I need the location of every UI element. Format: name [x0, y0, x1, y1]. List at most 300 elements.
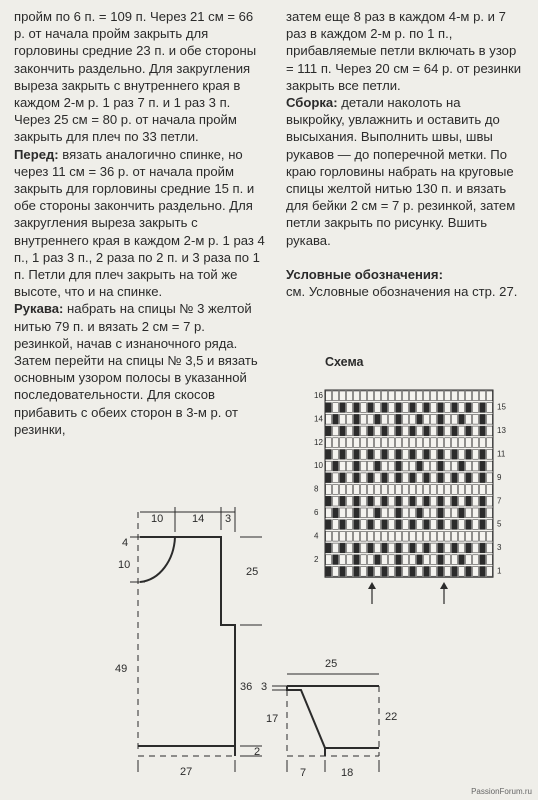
chart-cell	[340, 567, 346, 577]
chart-cell	[333, 461, 339, 471]
chart-cell	[347, 403, 353, 413]
chart-cell	[333, 426, 339, 436]
chart-cell	[452, 555, 458, 565]
chart-cell	[354, 414, 360, 424]
chart-cell	[438, 438, 444, 448]
chart-cell	[487, 508, 493, 518]
chart-cell	[473, 414, 479, 424]
chart-cell	[438, 555, 444, 565]
chart-cell	[459, 567, 465, 577]
chart-cell	[333, 403, 339, 413]
chart-cell	[382, 450, 388, 460]
chart-cell	[326, 531, 332, 541]
chart-cell	[354, 438, 360, 448]
chart-cell	[424, 496, 430, 506]
chart-cell	[326, 438, 332, 448]
front-heading: Перед:	[14, 146, 59, 162]
chart-cell	[445, 543, 451, 553]
chart-cell	[459, 403, 465, 413]
chart-cell	[403, 567, 409, 577]
sleeve-text: набрать на спицы № 3 желтой нитью 79 п. и вязать 2 см = 7 р. резинкой, начав с изнаночного ряда. Затем перейти на спицы № 3,5 и вязать основным узором полосы в указанной последовательности. Для скосов прибавить с обеих сторон в 3-м р. от резинки,	[14, 301, 258, 437]
chart-cell	[396, 473, 402, 483]
chart-cell	[424, 414, 430, 424]
chart-cell	[487, 473, 493, 483]
chart-cell	[480, 567, 486, 577]
sleeve-dim-length: 22	[385, 711, 398, 723]
chart-cell	[382, 403, 388, 413]
chart-cell	[340, 403, 346, 413]
assembly-paragraph	[286, 94, 522, 249]
chart-cell	[403, 391, 409, 401]
chart-cell	[459, 473, 465, 483]
chart-cell	[389, 473, 395, 483]
chart-cell	[445, 391, 451, 401]
chart-cell	[396, 508, 402, 518]
chart-cell	[389, 555, 395, 565]
chart-cell	[452, 426, 458, 436]
chart-cell	[347, 438, 353, 448]
chart-cell	[424, 520, 430, 530]
chart-cell	[354, 461, 360, 471]
chart-cell	[445, 485, 451, 495]
chart-cell	[326, 391, 332, 401]
chart-cell	[375, 531, 381, 541]
chart-cell	[431, 520, 437, 530]
chart-cell	[389, 391, 395, 401]
chart-cell	[438, 496, 444, 506]
chart-cell	[333, 485, 339, 495]
chart-cell	[424, 555, 430, 565]
chart-cell	[410, 391, 416, 401]
chart-cell	[375, 426, 381, 436]
chart-cell	[375, 485, 381, 495]
chart-cell	[487, 461, 493, 471]
chart-cell	[480, 508, 486, 518]
chart-cell	[326, 520, 332, 530]
chart-cell	[431, 403, 437, 413]
chart-cell	[403, 543, 409, 553]
chart-cell	[326, 403, 332, 413]
chart-cell	[480, 426, 486, 436]
chart-cell	[382, 520, 388, 530]
chart-cell	[417, 438, 423, 448]
chart-cell	[466, 555, 472, 565]
chart-cell	[445, 555, 451, 565]
chart-cell	[431, 543, 437, 553]
chart-cell	[326, 555, 332, 565]
chart-cell	[431, 450, 437, 460]
chart-cell	[389, 508, 395, 518]
chart-cell	[396, 543, 402, 553]
chart-cell	[410, 473, 416, 483]
chart-cell	[417, 473, 423, 483]
chart-cell	[417, 450, 423, 460]
chart-cell	[431, 426, 437, 436]
chart-cell	[424, 438, 430, 448]
chart-cell	[403, 438, 409, 448]
chart-cell	[354, 496, 360, 506]
body-dim-rib: 2	[254, 746, 261, 758]
assembly-text: детали наколоть на выкройку, увлажнить и оставить до высыхания. Выполнить швы, швы рукавов — до поперечной метки. По краю горловины набрать на круговые спицы желтой нитью 130 п. и вязать для бейки 2 см = 7 р. резинкой, затем петли закрыть по рисунку. Вшить рукава.	[286, 95, 516, 248]
chart-cell	[410, 450, 416, 460]
chart-cell	[333, 391, 339, 401]
chart-cell	[354, 531, 360, 541]
chart-frame	[325, 390, 493, 577]
chart-cell	[326, 450, 332, 460]
body-dim-neck-width: 10	[151, 513, 164, 525]
chart-cell	[326, 496, 332, 506]
chart-cell	[487, 450, 493, 460]
chart-cell	[396, 461, 402, 471]
chart-cell	[368, 426, 374, 436]
chart-cell	[438, 543, 444, 553]
chart-cell	[431, 438, 437, 448]
chart-cell	[487, 531, 493, 541]
chart-cell	[424, 473, 430, 483]
right-text-column	[286, 8, 522, 300]
chart-cell	[361, 555, 367, 565]
chart-cell	[417, 520, 423, 530]
chart-cell	[431, 496, 437, 506]
chart-cell	[403, 485, 409, 495]
left-text-column	[14, 8, 266, 438]
chart-cell	[389, 485, 395, 495]
chart-cell	[396, 555, 402, 565]
chart-cell	[410, 461, 416, 471]
chart-cell	[340, 438, 346, 448]
chart-cell	[438, 391, 444, 401]
chart-cell	[438, 414, 444, 424]
chart-cell	[445, 473, 451, 483]
chart-cell	[473, 391, 479, 401]
body-dim-shoulder: 14	[192, 513, 205, 525]
front-text: вязать аналогично спинке, но через 11 см = 36 р. от начала пройм закрыть для горловины средние 15 п. и обе стороны закончить раздельно. Для закругления выреза закрыть с внутреннего края в каждом 2-м р. 1 раз 4 п., 1 раз 3 п., 2 раза по 2 п. и 3 раза по 1 п. Петли для плеч закрыть на той же высоте, что и на спинке.	[14, 146, 265, 300]
chart-cell	[382, 508, 388, 518]
chart-cell	[389, 414, 395, 424]
chart-cell	[375, 543, 381, 553]
chart-cell	[326, 508, 332, 518]
chart-cell	[347, 426, 353, 436]
chart-cell	[459, 555, 465, 565]
chart-cell	[473, 403, 479, 413]
chart-cell	[487, 520, 493, 530]
chart-row-label-right: 13	[497, 426, 506, 436]
chart-cell	[438, 520, 444, 530]
chart-cell	[375, 450, 381, 460]
chart-cell	[424, 450, 430, 460]
chart-cell	[417, 543, 423, 553]
chart-arrows	[368, 582, 448, 604]
chart-row-label-right: 9	[497, 472, 502, 482]
chart-cell	[347, 531, 353, 541]
chart-cell	[361, 543, 367, 553]
chart-cell	[333, 567, 339, 577]
chart-cell	[396, 496, 402, 506]
chart-cell	[452, 531, 458, 541]
chart-cell	[375, 567, 381, 577]
chart-cell	[361, 485, 367, 495]
chart-cell	[459, 426, 465, 436]
chart-row-label-left: 10	[314, 461, 323, 471]
chart-cell	[396, 438, 402, 448]
chart-cell	[452, 414, 458, 424]
chart-cell	[368, 543, 374, 553]
chart-cell	[375, 414, 381, 424]
chart-cell	[459, 531, 465, 541]
chart-cell	[445, 414, 451, 424]
chart-cell	[382, 496, 388, 506]
chart-cell	[361, 520, 367, 530]
chart-cell	[438, 403, 444, 413]
chart-row-label-right: 3	[497, 543, 502, 553]
chart-cell	[396, 391, 402, 401]
chart-cell	[382, 543, 388, 553]
chart-cell	[480, 461, 486, 471]
chart-cell	[389, 496, 395, 506]
chart-cell	[375, 555, 381, 565]
chart-cell	[410, 567, 416, 577]
chart-row-label-left: 14	[314, 414, 323, 424]
chart-cell	[438, 450, 444, 460]
chart-cell	[466, 567, 472, 577]
chart-cell	[410, 543, 416, 553]
chart-cell	[403, 531, 409, 541]
chart-cell	[354, 450, 360, 460]
chart-cell	[389, 531, 395, 541]
chart-cell	[333, 543, 339, 553]
chart-cell	[361, 403, 367, 413]
chart-cell	[326, 473, 332, 483]
chart-cell	[361, 508, 367, 518]
chart-row-label-right: 5	[497, 519, 502, 529]
chart-cell	[347, 508, 353, 518]
chart-cell	[473, 485, 479, 495]
chart-cell	[480, 473, 486, 483]
chart-cell	[424, 567, 430, 577]
chart-cell	[340, 426, 346, 436]
chart-cell	[431, 531, 437, 541]
chart-cell	[354, 391, 360, 401]
chart-cell	[438, 473, 444, 483]
chart-cell	[431, 391, 437, 401]
chart-cell	[368, 531, 374, 541]
chart-cell	[487, 485, 493, 495]
sleeve-paragraph	[14, 300, 266, 438]
chart-cell	[375, 473, 381, 483]
chart-cell	[389, 450, 395, 460]
chart-cell	[382, 485, 388, 495]
schema-title: Схема	[325, 355, 364, 369]
chart-cell	[473, 496, 479, 506]
chart-cell	[487, 426, 493, 436]
chart-cell	[445, 567, 451, 577]
chart-cell	[466, 520, 472, 530]
chart-cell	[340, 555, 346, 565]
chart-cell	[466, 414, 472, 424]
chart-cell	[361, 567, 367, 577]
chart-cell	[473, 555, 479, 565]
chart-cell	[382, 438, 388, 448]
chart-cell	[487, 555, 493, 565]
chart-cell	[403, 473, 409, 483]
chart-cell	[326, 414, 332, 424]
chart-cell	[333, 438, 339, 448]
chart-row-label-right: 11	[497, 449, 506, 459]
chart-cell	[368, 496, 374, 506]
chart-cell	[410, 520, 416, 530]
chart-cell	[480, 414, 486, 424]
chart-cell	[382, 461, 388, 471]
chart-cell	[368, 555, 374, 565]
chart-cell	[354, 508, 360, 518]
chart-cell	[466, 473, 472, 483]
chart-cell	[473, 473, 479, 483]
chart-cell	[466, 496, 472, 506]
chart-cell	[354, 555, 360, 565]
chart-cell	[445, 531, 451, 541]
chart-cell	[452, 461, 458, 471]
chart-cell	[368, 414, 374, 424]
chart-cell	[424, 531, 430, 541]
chart-cell	[340, 414, 346, 424]
chart-cell	[424, 391, 430, 401]
chart-cell	[354, 543, 360, 553]
chart-cell	[452, 473, 458, 483]
chart-cell	[410, 531, 416, 541]
chart-cell	[368, 391, 374, 401]
chart-row-label-left: 2	[314, 554, 319, 564]
chart-cell	[361, 496, 367, 506]
legend-heading: Условные обозначения:	[286, 266, 443, 282]
body-dim-armhole: 3	[225, 513, 232, 525]
chart-cell	[354, 520, 360, 530]
chart-cell	[480, 520, 486, 530]
chart-cell	[466, 543, 472, 553]
chart-cell	[340, 461, 346, 471]
chart-cell	[333, 531, 339, 541]
arrow-up-icon	[440, 582, 448, 589]
front-paragraph	[14, 146, 266, 301]
chart-cell	[473, 531, 479, 541]
chart-cell	[340, 473, 346, 483]
chart-cell	[368, 473, 374, 483]
chart-cell	[445, 461, 451, 471]
chart-cell	[459, 438, 465, 448]
sleeve-dim-7: 7	[300, 767, 307, 779]
chart-cell	[473, 508, 479, 518]
chart-cell	[403, 520, 409, 530]
chart-cell	[424, 508, 430, 518]
chart-cell	[459, 520, 465, 530]
chart-cell	[473, 450, 479, 460]
chart-cell	[368, 520, 374, 530]
chart-cell	[396, 426, 402, 436]
chart-cell	[417, 567, 423, 577]
chart-cell	[361, 426, 367, 436]
chart-cell	[452, 520, 458, 530]
chart-cell	[480, 485, 486, 495]
chart-cell	[452, 391, 458, 401]
chart-cell	[375, 508, 381, 518]
chart-cell	[459, 450, 465, 460]
chart-cell	[417, 485, 423, 495]
chart-cell	[340, 496, 346, 506]
chart-cell	[389, 438, 395, 448]
chart-cell	[487, 438, 493, 448]
chart-cell	[333, 520, 339, 530]
chart-cell	[333, 508, 339, 518]
chart-cell	[382, 555, 388, 565]
arrow-up-icon	[368, 582, 376, 589]
chart-cell	[340, 531, 346, 541]
chart-cell	[466, 403, 472, 413]
chart-cell	[480, 543, 486, 553]
chart-cell	[417, 426, 423, 436]
chart-cell	[396, 403, 402, 413]
chart-cell	[396, 485, 402, 495]
chart-cell	[396, 414, 402, 424]
chart-cell	[431, 461, 437, 471]
chart-cell	[452, 567, 458, 577]
chart-cell	[361, 473, 367, 483]
chart-cell	[368, 567, 374, 577]
chart-cell	[452, 485, 458, 495]
chart-cell	[417, 555, 423, 565]
chart-cell	[354, 567, 360, 577]
chart-cell	[347, 391, 353, 401]
legend-paragraph	[286, 266, 522, 300]
chart-row-label-right: 15	[497, 402, 506, 412]
chart-cell	[438, 426, 444, 436]
chart-cell	[466, 391, 472, 401]
chart-cell	[410, 414, 416, 424]
chart-cell	[354, 426, 360, 436]
chart-cell	[480, 391, 486, 401]
chart-cell	[438, 531, 444, 541]
chart-cell	[340, 520, 346, 530]
chart-cell	[347, 520, 353, 530]
chart-cell	[396, 520, 402, 530]
chart-cell	[473, 426, 479, 436]
chart-cell	[375, 403, 381, 413]
chart-cell	[466, 461, 472, 471]
chart-cell	[403, 555, 409, 565]
chart-cell	[431, 485, 437, 495]
chart-row-label-left: 6	[314, 508, 319, 517]
chart-cell	[445, 438, 451, 448]
chart-cell	[333, 496, 339, 506]
chart-cell	[445, 520, 451, 530]
chart-cell	[389, 403, 395, 413]
chart-cell	[473, 543, 479, 553]
chart-cell	[410, 508, 416, 518]
chart-cell	[333, 473, 339, 483]
chart-cell	[445, 450, 451, 460]
chart-row-label-right: 7	[497, 496, 502, 506]
chart-cell	[368, 461, 374, 471]
chart-cell	[382, 567, 388, 577]
chart-cell	[480, 531, 486, 541]
body-dim-neck-depth-front: 10	[118, 559, 131, 571]
chart-cell	[431, 508, 437, 518]
chart-cell	[403, 508, 409, 518]
chart-cell	[417, 461, 423, 471]
chart-cell	[347, 473, 353, 483]
chart-cell	[403, 496, 409, 506]
chart-cell	[459, 543, 465, 553]
chart-cell	[382, 531, 388, 541]
chart-cell	[403, 461, 409, 471]
